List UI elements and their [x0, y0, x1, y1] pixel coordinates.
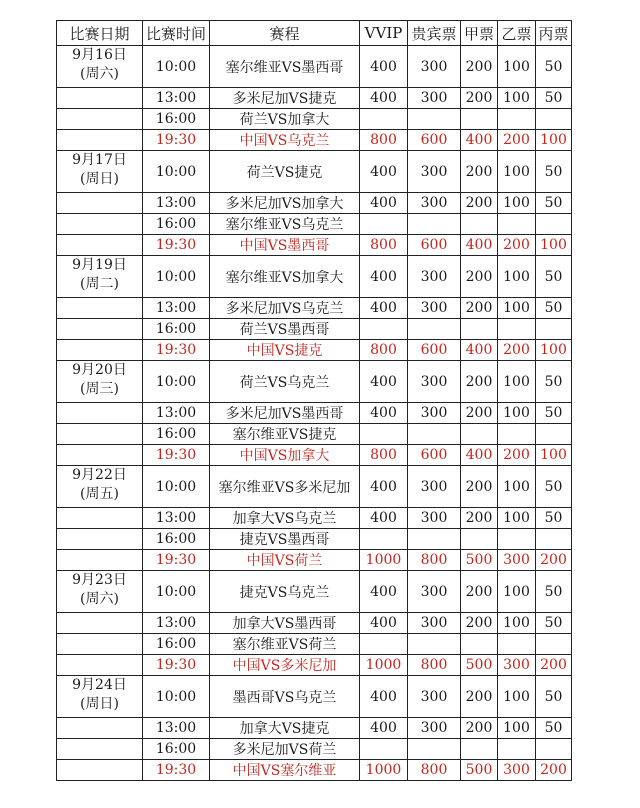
price-vip: 600 — [408, 340, 461, 361]
price-class-a: 200 — [461, 676, 498, 718]
match-weekday: (周六) — [80, 66, 119, 82]
price-class-c: 200 — [536, 655, 572, 676]
match-date-cell — [57, 466, 143, 508]
price-class-c: 50 — [536, 508, 572, 529]
price-vip — [408, 634, 461, 655]
match-date-cell — [57, 361, 143, 403]
match-teams: 塞尔维亚VS多米尼加 — [210, 466, 360, 508]
match-row — [57, 319, 572, 340]
match-teams: 塞尔维亚VS加拿大 — [210, 256, 360, 298]
price-vvip — [360, 214, 408, 235]
price-class-a — [461, 214, 498, 235]
match-row — [57, 298, 572, 319]
match-teams: 中国VS捷克 — [210, 340, 360, 361]
match-teams: 荷兰VS墨西哥 — [210, 319, 360, 340]
price-class-c: 100 — [536, 130, 572, 151]
match-teams: 荷兰VS捷克 — [210, 151, 360, 193]
match-row — [57, 193, 572, 214]
price-vip — [408, 424, 461, 445]
price-class-a: 200 — [461, 508, 498, 529]
match-teams: 多米尼加VS捷克 — [210, 88, 360, 109]
match-date-cell — [57, 445, 143, 466]
match-date: 9月16日 — [72, 47, 127, 63]
match-row — [57, 613, 572, 634]
price-class-a: 400 — [461, 235, 498, 256]
price-vip: 300 — [408, 151, 461, 193]
price-class-b: 200 — [498, 130, 536, 151]
match-time: 10:00 — [143, 151, 210, 193]
price-class-c: 100 — [536, 340, 572, 361]
match-row — [57, 88, 572, 109]
price-class-a — [461, 424, 498, 445]
match-date-cell — [57, 529, 143, 550]
match-teams: 中国VS塞尔维亚 — [210, 760, 360, 781]
price-vvip — [360, 109, 408, 130]
match-time: 10:00 — [143, 256, 210, 298]
price-vvip: 400 — [360, 298, 408, 319]
match-weekday: (周六) — [80, 591, 119, 607]
match-date-cell — [57, 739, 143, 760]
price-vvip: 400 — [360, 151, 408, 193]
match-time: 13:00 — [143, 88, 210, 109]
price-vip: 300 — [408, 193, 461, 214]
price-vip: 600 — [408, 445, 461, 466]
match-row — [57, 718, 572, 739]
price-vip: 300 — [408, 613, 461, 634]
price-class-c: 50 — [536, 676, 572, 718]
china-match-row — [57, 445, 572, 466]
price-class-a: 200 — [461, 88, 498, 109]
price-vip: 300 — [408, 466, 461, 508]
match-time: 13:00 — [143, 508, 210, 529]
price-class-c: 50 — [536, 298, 572, 319]
match-row — [57, 109, 572, 130]
price-vvip: 400 — [360, 571, 408, 613]
match-row — [57, 676, 572, 718]
match-row — [57, 571, 572, 613]
match-row — [57, 46, 572, 88]
price-class-b: 200 — [498, 340, 536, 361]
match-time: 16:00 — [143, 634, 210, 655]
header-match: 赛程 — [210, 21, 360, 46]
match-date-cell — [57, 676, 143, 718]
price-class-b — [498, 739, 536, 760]
price-class-c — [536, 319, 572, 340]
price-class-c: 50 — [536, 403, 572, 424]
price-vip: 300 — [408, 403, 461, 424]
match-date-cell — [57, 634, 143, 655]
price-class-a: 200 — [461, 466, 498, 508]
header-class-a: 甲票 — [461, 21, 498, 46]
match-time: 19:30 — [143, 760, 210, 781]
price-class-a: 200 — [461, 193, 498, 214]
match-date-cell — [57, 214, 143, 235]
price-class-b: 100 — [498, 718, 536, 739]
match-date-cell — [57, 571, 143, 613]
price-class-c: 50 — [536, 361, 572, 403]
match-row — [57, 634, 572, 655]
price-vvip — [360, 634, 408, 655]
match-date: 9月19日 — [72, 257, 127, 273]
match-teams: 多米尼加VS墨西哥 — [210, 403, 360, 424]
price-class-c: 50 — [536, 151, 572, 193]
china-match-row — [57, 340, 572, 361]
match-row — [57, 508, 572, 529]
price-vip: 800 — [408, 760, 461, 781]
price-vvip: 800 — [360, 445, 408, 466]
price-vip: 300 — [408, 571, 461, 613]
match-row — [57, 739, 572, 760]
price-vvip — [360, 739, 408, 760]
price-class-b: 100 — [498, 46, 536, 88]
price-class-a — [461, 634, 498, 655]
price-class-b: 100 — [498, 298, 536, 319]
price-vvip: 400 — [360, 88, 408, 109]
match-row — [57, 466, 572, 508]
header-time: 比赛时间 — [143, 21, 210, 46]
match-date: 9月20日 — [72, 362, 127, 378]
match-teams: 多米尼加VS乌克兰 — [210, 298, 360, 319]
match-teams: 捷克VS乌克兰 — [210, 571, 360, 613]
price-vip: 800 — [408, 550, 461, 571]
match-row — [57, 403, 572, 424]
price-class-c — [536, 424, 572, 445]
price-class-a — [461, 529, 498, 550]
china-match-row — [57, 550, 572, 571]
header-class-c: 丙票 — [536, 21, 572, 46]
price-vip: 300 — [408, 256, 461, 298]
price-class-a: 500 — [461, 760, 498, 781]
price-vvip: 400 — [360, 403, 408, 424]
china-match-row — [57, 235, 572, 256]
match-time: 19:30 — [143, 445, 210, 466]
price-vip: 600 — [408, 235, 461, 256]
price-class-c: 100 — [536, 235, 572, 256]
match-date-cell — [57, 109, 143, 130]
price-class-c — [536, 739, 572, 760]
price-vvip: 400 — [360, 46, 408, 88]
match-date-cell — [57, 298, 143, 319]
match-date: 9月22日 — [72, 467, 127, 483]
match-teams: 加拿大VS乌克兰 — [210, 508, 360, 529]
price-vip: 300 — [408, 718, 461, 739]
match-time: 13:00 — [143, 718, 210, 739]
price-class-a: 200 — [461, 151, 498, 193]
price-vvip — [360, 319, 408, 340]
price-vip — [408, 529, 461, 550]
price-vvip: 1000 — [360, 655, 408, 676]
match-weekday: (周三) — [80, 381, 119, 397]
price-vvip: 400 — [360, 508, 408, 529]
match-date-cell — [57, 718, 143, 739]
match-date-cell — [57, 88, 143, 109]
match-time: 16:00 — [143, 319, 210, 340]
match-date-cell — [57, 340, 143, 361]
price-vip — [408, 739, 461, 760]
match-teams: 塞尔维亚VS乌克兰 — [210, 214, 360, 235]
price-vvip: 1000 — [360, 760, 408, 781]
price-class-c: 50 — [536, 193, 572, 214]
price-class-b: 100 — [498, 508, 536, 529]
price-class-b: 100 — [498, 256, 536, 298]
price-class-b: 100 — [498, 676, 536, 718]
price-vvip: 400 — [360, 193, 408, 214]
price-class-a: 200 — [461, 613, 498, 634]
price-class-b: 200 — [498, 235, 536, 256]
price-class-c — [536, 214, 572, 235]
match-row — [57, 529, 572, 550]
header-class-b: 乙票 — [498, 21, 536, 46]
price-class-c: 50 — [536, 46, 572, 88]
match-teams: 荷兰VS加拿大 — [210, 109, 360, 130]
match-time: 13:00 — [143, 298, 210, 319]
header-row — [57, 21, 572, 46]
price-vip: 600 — [408, 130, 461, 151]
match-teams: 塞尔维亚VS荷兰 — [210, 634, 360, 655]
match-teams: 中国VS乌克兰 — [210, 130, 360, 151]
price-vip: 300 — [408, 46, 461, 88]
match-time: 19:30 — [143, 550, 210, 571]
match-teams: 中国VS荷兰 — [210, 550, 360, 571]
match-teams: 多米尼加VS荷兰 — [210, 739, 360, 760]
match-time: 19:30 — [143, 235, 210, 256]
price-class-a: 200 — [461, 46, 498, 88]
price-class-c: 200 — [536, 550, 572, 571]
match-date-cell — [57, 424, 143, 445]
price-vip: 300 — [408, 676, 461, 718]
header-date: 比赛日期 — [57, 21, 143, 46]
price-vip: 300 — [408, 508, 461, 529]
match-teams: 墨西哥VS乌克兰 — [210, 676, 360, 718]
price-class-a — [461, 319, 498, 340]
price-vip — [408, 214, 461, 235]
match-time: 16:00 — [143, 109, 210, 130]
price-vvip: 800 — [360, 130, 408, 151]
price-vip: 300 — [408, 298, 461, 319]
price-vip — [408, 319, 461, 340]
price-class-b: 100 — [498, 613, 536, 634]
price-class-b: 300 — [498, 655, 536, 676]
match-teams: 多米尼加VS加拿大 — [210, 193, 360, 214]
price-vvip: 800 — [360, 235, 408, 256]
match-weekday: (周五) — [80, 486, 119, 502]
match-date-cell — [57, 613, 143, 634]
price-class-c: 200 — [536, 760, 572, 781]
match-date-cell — [57, 46, 143, 88]
price-class-b: 300 — [498, 760, 536, 781]
match-row — [57, 151, 572, 193]
match-date-cell — [57, 319, 143, 340]
price-vvip — [360, 424, 408, 445]
price-class-a — [461, 109, 498, 130]
match-time: 10:00 — [143, 466, 210, 508]
price-class-b — [498, 214, 536, 235]
price-vvip: 400 — [360, 718, 408, 739]
price-vvip: 400 — [360, 676, 408, 718]
match-time: 10:00 — [143, 676, 210, 718]
price-class-a: 200 — [461, 298, 498, 319]
price-class-b — [498, 109, 536, 130]
match-date-cell — [57, 655, 143, 676]
match-time: 13:00 — [143, 613, 210, 634]
price-class-a: 400 — [461, 340, 498, 361]
price-vvip: 400 — [360, 613, 408, 634]
match-weekday: (周日) — [80, 696, 119, 712]
price-class-c: 50 — [536, 256, 572, 298]
match-row — [57, 424, 572, 445]
price-class-a: 400 — [461, 445, 498, 466]
price-vvip: 1000 — [360, 550, 408, 571]
price-class-a: 200 — [461, 718, 498, 739]
schedule-body — [57, 46, 572, 781]
price-class-b: 100 — [498, 361, 536, 403]
schedule-sheet — [56, 20, 572, 781]
price-class-c — [536, 109, 572, 130]
price-class-b: 200 — [498, 445, 536, 466]
match-weekday: (周日) — [80, 171, 119, 187]
price-vvip: 400 — [360, 256, 408, 298]
price-class-b — [498, 529, 536, 550]
price-class-a: 200 — [461, 403, 498, 424]
price-class-b: 300 — [498, 550, 536, 571]
match-date-cell — [57, 235, 143, 256]
match-date-cell — [57, 508, 143, 529]
price-class-b: 100 — [498, 193, 536, 214]
price-vip: 800 — [408, 655, 461, 676]
price-class-c: 50 — [536, 88, 572, 109]
match-time: 16:00 — [143, 214, 210, 235]
match-row — [57, 361, 572, 403]
price-vip: 300 — [408, 88, 461, 109]
price-vvip: 800 — [360, 340, 408, 361]
price-class-a: 200 — [461, 571, 498, 613]
match-teams: 塞尔维亚VS墨西哥 — [210, 46, 360, 88]
match-date: 9月23日 — [72, 572, 127, 588]
match-teams: 塞尔维亚VS捷克 — [210, 424, 360, 445]
china-match-row — [57, 760, 572, 781]
price-class-b: 100 — [498, 151, 536, 193]
price-class-a: 200 — [461, 256, 498, 298]
price-vvip — [360, 529, 408, 550]
match-row — [57, 214, 572, 235]
match-time: 16:00 — [143, 424, 210, 445]
match-time: 19:30 — [143, 655, 210, 676]
header-vvip: VVIP — [360, 21, 408, 46]
match-teams: 中国VS加拿大 — [210, 445, 360, 466]
match-date: 9月24日 — [72, 677, 127, 693]
match-time: 10:00 — [143, 361, 210, 403]
price-class-c — [536, 634, 572, 655]
price-class-c — [536, 529, 572, 550]
price-class-a: 500 — [461, 655, 498, 676]
price-class-b: 100 — [498, 571, 536, 613]
match-teams: 荷兰VS乌克兰 — [210, 361, 360, 403]
match-teams: 中国VS多米尼加 — [210, 655, 360, 676]
match-time: 10:00 — [143, 46, 210, 88]
match-teams: 加拿大VS捷克 — [210, 718, 360, 739]
match-weekday: (周二) — [80, 276, 119, 292]
match-date-cell — [57, 151, 143, 193]
match-time: 16:00 — [143, 739, 210, 760]
price-class-b — [498, 634, 536, 655]
price-class-a — [461, 739, 498, 760]
price-vvip: 400 — [360, 466, 408, 508]
header-vip: 贵宾票 — [408, 21, 461, 46]
price-class-c: 50 — [536, 613, 572, 634]
price-class-b — [498, 424, 536, 445]
match-date-cell — [57, 403, 143, 424]
match-teams: 捷克VS墨西哥 — [210, 529, 360, 550]
match-teams: 中国VS墨西哥 — [210, 235, 360, 256]
price-class-b: 100 — [498, 403, 536, 424]
china-match-row — [57, 655, 572, 676]
match-date-cell — [57, 760, 143, 781]
price-class-c: 50 — [536, 571, 572, 613]
match-time: 13:00 — [143, 403, 210, 424]
price-class-c: 100 — [536, 445, 572, 466]
price-class-c: 50 — [536, 718, 572, 739]
match-row — [57, 256, 572, 298]
price-class-a: 500 — [461, 550, 498, 571]
match-time: 19:30 — [143, 130, 210, 151]
match-date-cell — [57, 256, 143, 298]
price-class-a: 200 — [461, 361, 498, 403]
match-date: 9月17日 — [72, 152, 127, 168]
match-date-cell — [57, 550, 143, 571]
price-vvip: 400 — [360, 361, 408, 403]
match-time: 19:30 — [143, 340, 210, 361]
price-class-b — [498, 319, 536, 340]
match-date-cell — [57, 130, 143, 151]
price-class-b: 100 — [498, 466, 536, 508]
match-time: 13:00 — [143, 193, 210, 214]
price-vip — [408, 109, 461, 130]
match-teams: 加拿大VS墨西哥 — [210, 613, 360, 634]
china-match-row — [57, 130, 572, 151]
match-time: 10:00 — [143, 571, 210, 613]
price-class-a: 400 — [461, 130, 498, 151]
schedule-table — [56, 20, 572, 781]
match-time: 16:00 — [143, 529, 210, 550]
match-date-cell — [57, 193, 143, 214]
price-vip: 300 — [408, 361, 461, 403]
price-class-b: 100 — [498, 88, 536, 109]
price-class-c: 50 — [536, 466, 572, 508]
